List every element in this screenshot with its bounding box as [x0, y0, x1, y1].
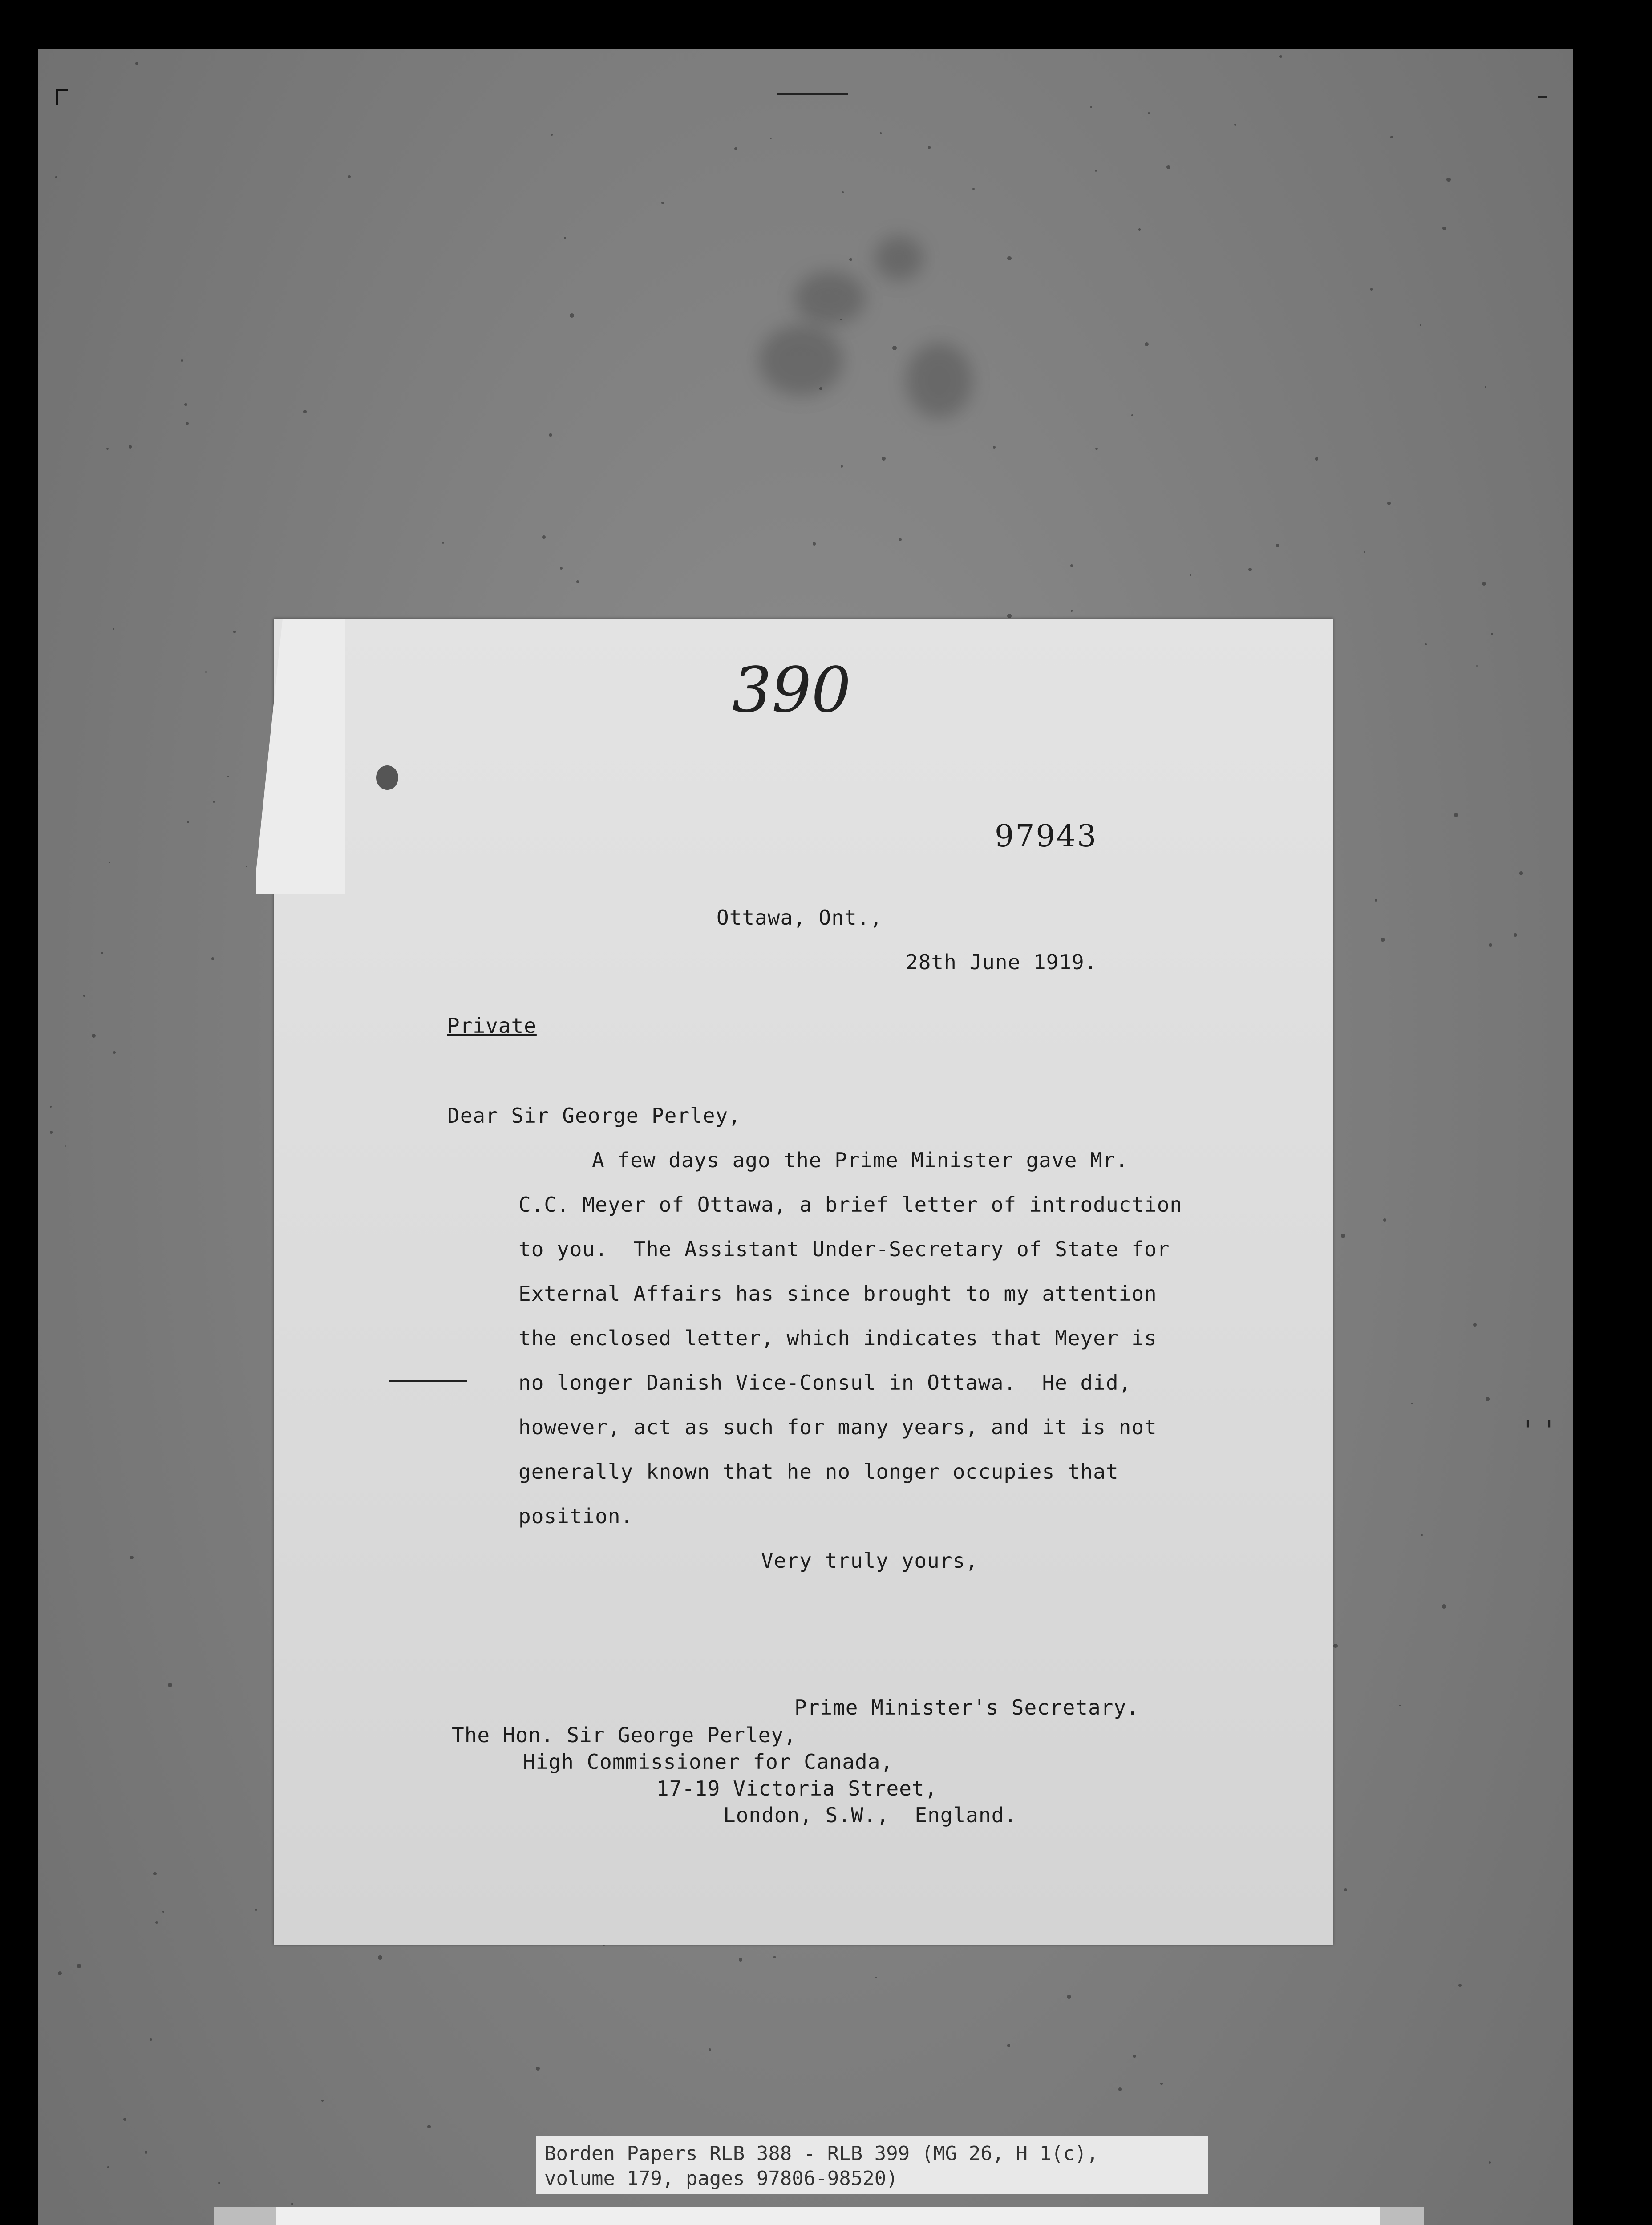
- body-line: External Affairs has since brought to my attention: [518, 1282, 1157, 1306]
- film-speck: [92, 1034, 96, 1038]
- film-speck: [1446, 178, 1451, 182]
- side-marks: ' ': [1524, 1415, 1556, 1446]
- film-speck: [1458, 1984, 1462, 1987]
- film-speck: [106, 448, 109, 450]
- film-speck: [849, 258, 852, 261]
- film-speck: [427, 2125, 431, 2129]
- film-speck: [218, 2182, 220, 2184]
- film-speck: [564, 237, 566, 239]
- handwritten-folio-number: 390: [732, 654, 851, 727]
- film-smudge: [906, 343, 972, 418]
- film-speck: [101, 952, 103, 954]
- film-speck: [255, 1909, 257, 1911]
- archive-reference-line: volume 179, pages 97806-98520): [544, 2167, 898, 2190]
- film-speck: [551, 134, 553, 136]
- film-speck: [1514, 933, 1517, 937]
- film-speck: [291, 2203, 293, 2205]
- film-speck: [549, 433, 552, 437]
- film-speck: [1276, 544, 1279, 547]
- film-speck: [542, 535, 546, 539]
- film-speck: [773, 1956, 776, 1958]
- torn-paper-tab: [256, 619, 345, 894]
- film-speck: [150, 2038, 152, 2041]
- film-speck: [1383, 1218, 1386, 1222]
- film-speck: [113, 1051, 116, 1054]
- salutation: Dear Sir George Perley,: [447, 1104, 741, 1128]
- film-speck: [1381, 938, 1385, 942]
- film-speck: [1067, 1995, 1071, 1999]
- film-speck: [1148, 112, 1150, 114]
- film-speck: [1421, 1534, 1423, 1536]
- film-speck: [187, 821, 189, 823]
- document-number: 97943: [995, 819, 1098, 854]
- body-line: A few days ago the Prime Minister gave Mr.: [592, 1148, 1129, 1172]
- film-speck: [1333, 1644, 1338, 1648]
- film-speck: [378, 1955, 382, 1959]
- film-speck: [442, 542, 444, 544]
- film-speck: [1315, 457, 1318, 460]
- film-speck: [1166, 165, 1170, 169]
- film-speck: [205, 671, 207, 673]
- letter-date: 28th June 1919.: [906, 950, 1097, 974]
- film-speck: [1133, 2055, 1136, 2058]
- film-speck: [1489, 2161, 1491, 2164]
- film-speck: [145, 2151, 148, 2154]
- punch-hole: [376, 765, 398, 790]
- film-speck: [1519, 871, 1523, 875]
- film-speck: [841, 465, 843, 468]
- film-speck: [734, 147, 737, 150]
- film-speck: [1425, 643, 1427, 645]
- film-speck: [880, 132, 882, 134]
- film-speck: [536, 2067, 540, 2071]
- film-speck: [123, 2118, 126, 2121]
- film-speck: [972, 188, 975, 190]
- film-speck: [1489, 943, 1492, 947]
- film-speck: [1454, 813, 1458, 817]
- body-line: position.: [518, 1504, 634, 1528]
- film-speck: [1387, 502, 1391, 505]
- film-speck: [1007, 256, 1012, 261]
- film-speck: [181, 359, 183, 362]
- film-speck: [155, 1921, 158, 1924]
- film-speck: [1070, 564, 1073, 567]
- film-speck: [709, 2048, 711, 2051]
- film-speck: [1411, 1403, 1413, 1404]
- film-speck: [1138, 228, 1141, 231]
- film-speck: [83, 995, 85, 997]
- film-speck: [1473, 1323, 1477, 1327]
- film-speck: [813, 542, 816, 545]
- film-speck: [1145, 342, 1149, 346]
- film-speck: [58, 1971, 62, 1976]
- top-registration-mark: [777, 93, 848, 95]
- film-speck: [899, 538, 902, 541]
- film-speck: [1234, 124, 1236, 126]
- film-smudge: [759, 325, 843, 396]
- body-line: no longer Danish Vice-Consul in Ottawa. He did,: [518, 1371, 1132, 1395]
- top-right-registration-mark: [1538, 96, 1547, 98]
- film-speck: [246, 866, 247, 867]
- film-speck: [1007, 2044, 1010, 2047]
- film-speck: [153, 1872, 156, 1875]
- film-speck: [109, 862, 110, 863]
- film-speck: [1007, 614, 1011, 618]
- film-speck: [1364, 551, 1365, 553]
- film-speck: [1390, 136, 1393, 138]
- tape-left: [214, 2207, 280, 2225]
- film-speck: [135, 62, 138, 65]
- film-speck: [162, 1911, 164, 1913]
- film-speck: [348, 175, 351, 178]
- film-speck: [1344, 1888, 1347, 1891]
- film-speck: [50, 1131, 53, 1134]
- film-speck: [233, 631, 236, 633]
- film-speck: [1095, 448, 1097, 450]
- film-speck: [1370, 288, 1373, 291]
- film-speck: [1442, 227, 1446, 230]
- film-speck: [184, 403, 187, 406]
- film-speck: [875, 1977, 877, 1978]
- film-speck: [77, 1964, 81, 1968]
- letter-page: [274, 619, 1333, 1945]
- film-speck: [186, 422, 189, 425]
- film-speck: [1442, 1604, 1446, 1608]
- addressee-line: 17-19 Victoria Street,: [656, 1776, 938, 1800]
- signature-title: Prime Minister's Secretary.: [794, 1695, 1139, 1719]
- film-speck: [168, 1683, 172, 1687]
- film-speck: [1118, 2087, 1122, 2091]
- film-speck: [1248, 568, 1252, 571]
- film-speck: [1420, 324, 1421, 326]
- film-speck: [213, 801, 215, 803]
- film-speck: [113, 628, 114, 630]
- film-speck: [842, 191, 844, 193]
- film-speck: [739, 1958, 743, 1962]
- film-speck: [1071, 610, 1073, 611]
- film-speck: [129, 445, 132, 449]
- film-speck: [65, 1145, 66, 1147]
- film-speck: [303, 410, 307, 413]
- body-line: however, act as such for many years, and it is not: [518, 1415, 1157, 1439]
- closing: Very truly yours,: [761, 1549, 978, 1573]
- film-speck: [840, 319, 842, 320]
- film-speck: [576, 580, 579, 583]
- film-speck: [1090, 106, 1093, 108]
- body-line: to you. The Assistant Under-Secretary of State for: [518, 1237, 1170, 1261]
- archive-reference-line: Borden Papers RLB 388 - RLB 399 (MG 26, H 1(c),: [544, 2142, 1099, 2165]
- addressee-line: The Hon. Sir George Perley,: [452, 1723, 797, 1747]
- public-archives-card: [276, 2207, 1380, 2225]
- corner-registration-mark: [56, 89, 68, 105]
- film-speck: [1095, 170, 1097, 172]
- film-speck: [1491, 633, 1493, 635]
- classification-label: Private: [447, 1014, 537, 1038]
- archive-reference-label: [536, 2136, 1208, 2194]
- film-speck: [321, 2100, 324, 2102]
- film-speck: [993, 446, 996, 449]
- film-speck: [770, 138, 771, 139]
- film-speck: [107, 2166, 109, 2168]
- film-speck: [882, 457, 886, 461]
- film-speck: [1375, 899, 1377, 901]
- body-line: the enclosed letter, which indicates that Meyer is: [518, 1326, 1157, 1350]
- body-line: C.C. Meyer of Ottawa, a brief letter of introduction: [518, 1193, 1183, 1217]
- margin-mark: [389, 1380, 467, 1382]
- film-smudge: [794, 271, 866, 325]
- film-speck: [50, 1106, 52, 1108]
- film-speck: [661, 202, 664, 204]
- film-speck: [1399, 1705, 1401, 1706]
- film-speck: [1476, 665, 1478, 667]
- film-smudge: [875, 236, 923, 280]
- film-speck: [55, 176, 57, 178]
- microfilm-frame: [38, 49, 1573, 2225]
- film-speck: [1131, 414, 1133, 416]
- addressee-line: High Commissioner for Canada,: [523, 1750, 894, 1774]
- film-speck: [1482, 582, 1486, 586]
- film-speck: [1279, 55, 1282, 58]
- film-speck: [227, 776, 229, 777]
- film-speck: [211, 957, 215, 960]
- film-speck: [560, 567, 563, 570]
- film-speck: [570, 313, 574, 318]
- film-speck: [1160, 2083, 1162, 2085]
- film-speck: [928, 146, 931, 149]
- body-line: generally known that he no longer occupies that: [518, 1460, 1119, 1484]
- film-speck: [1485, 386, 1486, 388]
- letter-place: Ottawa, Ont.,: [717, 906, 883, 930]
- film-speck: [130, 1556, 134, 1559]
- film-speck: [1190, 574, 1192, 576]
- film-speck: [892, 346, 897, 350]
- film-speck: [1341, 1234, 1345, 1238]
- addressee-line: London, S.W., England.: [723, 1803, 1017, 1827]
- film-speck: [1486, 1397, 1490, 1401]
